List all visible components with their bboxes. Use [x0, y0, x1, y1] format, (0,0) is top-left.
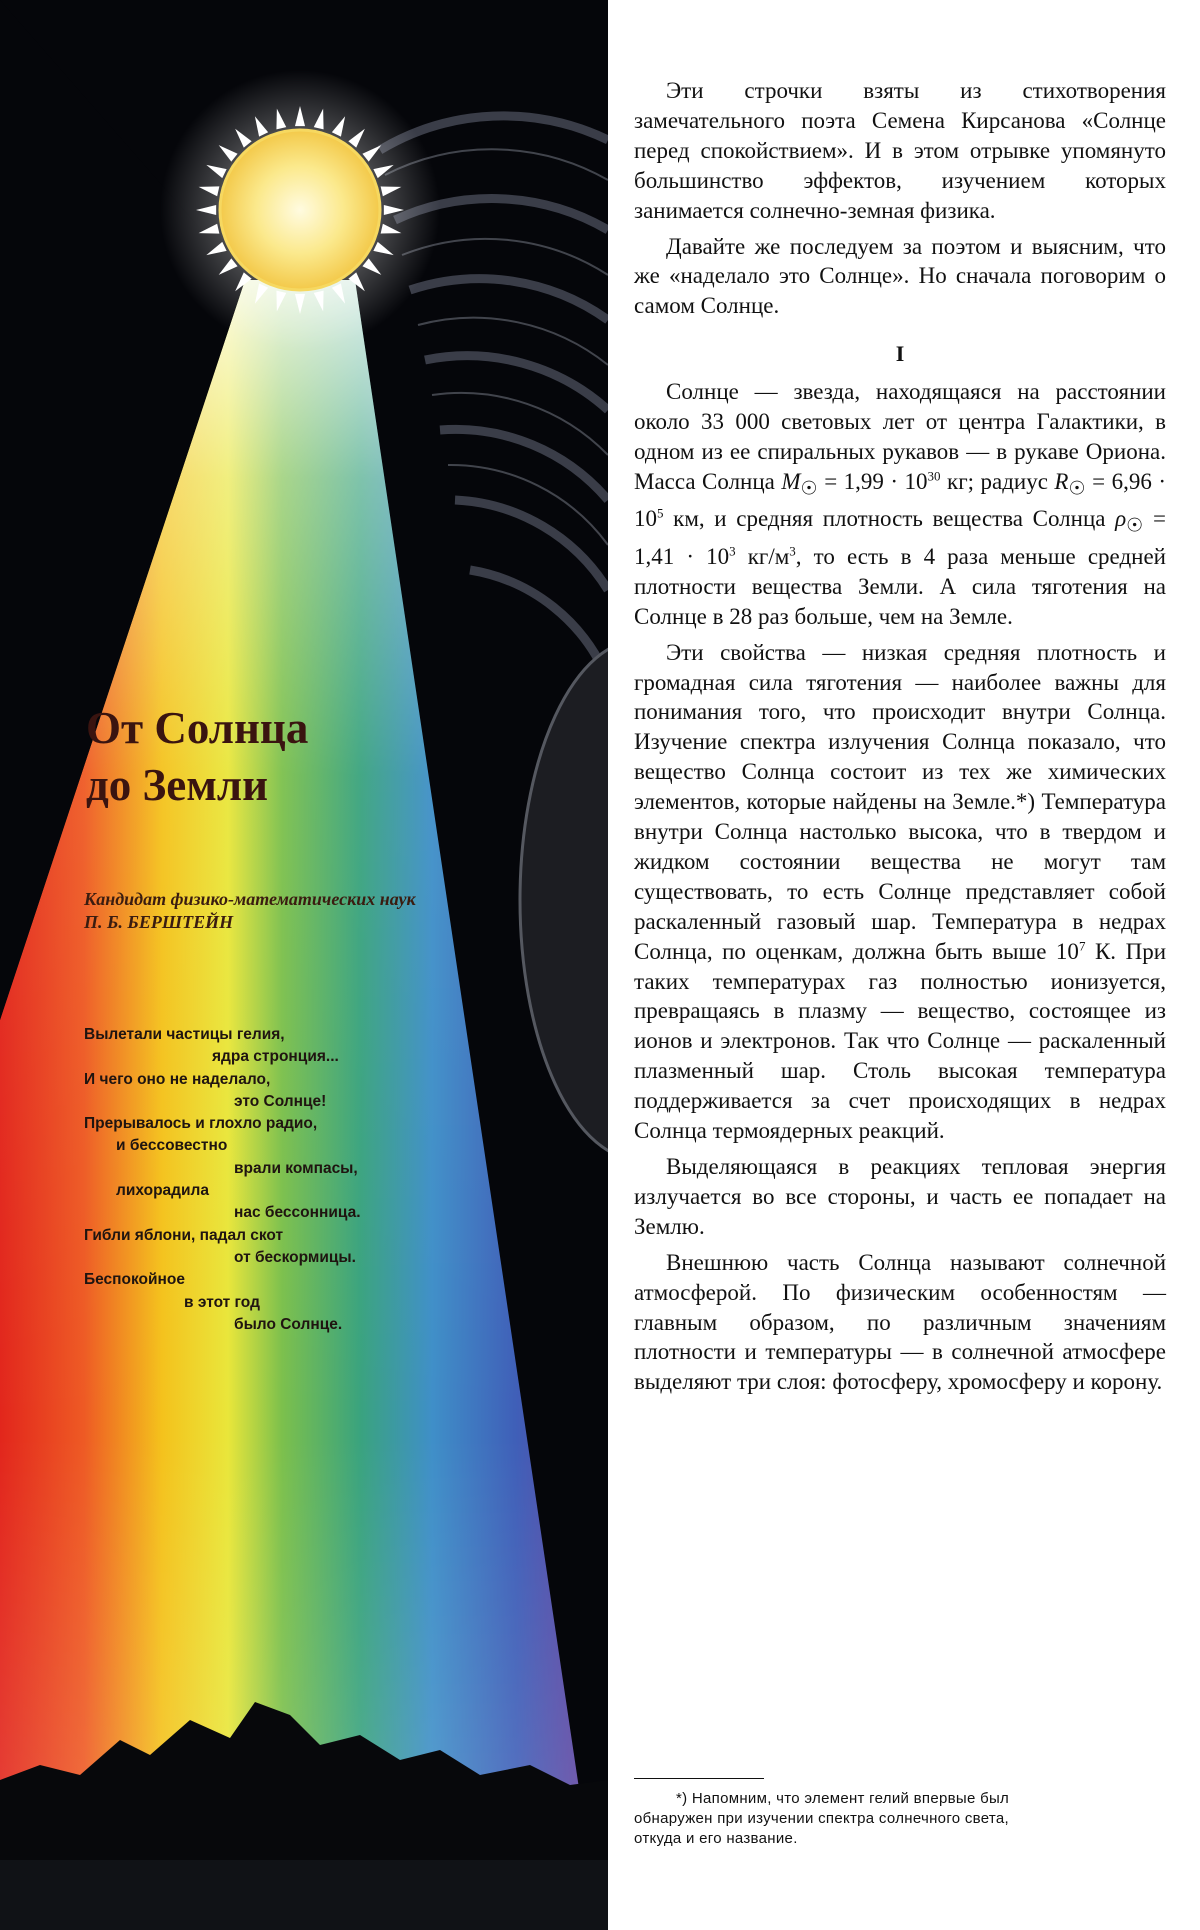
title-line: до Земли — [86, 760, 269, 810]
text-run: кг; радиус — [947, 468, 1048, 494]
author-degree: Кандидат физико-математических наук — [84, 889, 416, 909]
exponent: 3 — [789, 543, 796, 559]
article-title — [86, 700, 506, 814]
paragraph: Выделяющаяся в реакциях тепловая энергия излучается во все стороны, и часть ее попадает на Землю. — [634, 1154, 1166, 1239]
text-run: Солнце — звезда, находящаяся на расстоянии около 33 000 световых лет от центра Галактики, в одном из ее спиральных рукавов — в рукаве Ориона. Масса Солнца — [634, 379, 1166, 494]
text-run: Эти свойства — низкая средняя плотность и громадная сила тяготения — наиболее важны для понимания того, что происходит внутри Солнца. Изучение спектра излучения Солнца показало, что вещество Солнца состоит из тех же химических элементов, которые найдены на Земле.*) Температура внутри Солнца настолько высока, что в твердом и жидком состоянии вещества не могут там существовать, то есть Солнце представляет собой раскаленный газовый шар. Температура в недрах Солнца, по оценкам, должна быть выше 10 — [634, 639, 1166, 964]
density-symbol: ρ — [1115, 506, 1127, 532]
footnote-divider — [634, 1778, 764, 1779]
poem-line: Вылетали частицы гелия, — [84, 1026, 285, 1043]
exponent: 30 — [927, 468, 941, 484]
paragraph: Внешнюю часть Солнца называют солнечной атмосферой. По физическим особенностям — главным образом, по различным значениям плотности и температуры — в солнечной атмосфере выделяют три слоя: фотосферу, хромосферу и корону. — [634, 1249, 1166, 1395]
poem-line: от бескормицы. — [234, 1248, 356, 1266]
title-line: От Солнца — [86, 703, 309, 753]
radius-symbol: R — [1054, 468, 1069, 494]
poem-line: было Солнце. — [234, 1315, 343, 1333]
paragraph: Эти строчки взяты из стихотворения замечательного поэта Семена Кирсанова «Солнце перед спокойствием». И в этом отрывке упомянуто большинство эффектов, изучением которых занимается солнечно-земная физика. — [634, 78, 1166, 223]
sun-mark-icon: ☉ — [1068, 478, 1086, 500]
poem-line: в этот год — [184, 1293, 260, 1311]
exponent: 3 — [729, 543, 736, 559]
poem-line: Гибли яблони, падал скот — [84, 1226, 284, 1244]
footnote — [634, 1789, 1164, 1849]
section-numeral: I — [895, 341, 905, 367]
footnote-line: обнаружен при изучении спектра солнечного света, — [634, 1810, 1010, 1827]
poem-line: ядра стронция... — [212, 1048, 339, 1066]
sun-disk — [220, 130, 380, 290]
text-run: , то есть в 4 раза меньше средней плотности вещества Земли. А сила тяготения на Солнце в 28 раз больше, чем на Земле. — [634, 543, 1166, 629]
text-run: = 6,96 · 10 — [634, 468, 1166, 532]
poem-line: и бессовестно — [116, 1137, 228, 1155]
poem-line: Беспокойное — [84, 1271, 186, 1289]
poem-line: нас бессонница. — [234, 1204, 361, 1222]
mass-symbol: M — [781, 468, 801, 494]
sun-mark-icon: ☉ — [1126, 515, 1144, 537]
text-run: К. При таких температурах газ полностью ионизуется, превращаясь в плазму — вещество, состоящее из ионов и электронов. Так что Солнце — раскаленный плазменный шар. Столь высокая температура поддерживается за счет происходящих в недрах Солнца термоядерных реакций. — [634, 938, 1166, 1144]
epigraph-poem — [84, 1024, 404, 1336]
paragraph — [634, 377, 1166, 631]
paragraph: Давайте же последуем за поэтом и выясним, что же «наделало это Солнце». Но сначала поговорим о самом Солнце. — [634, 233, 1166, 319]
footnote-line: откуда и его название. — [634, 1830, 798, 1847]
author-name: П. Б. БЕРШТЕЙН — [84, 912, 234, 932]
text-run: = 1,99 · 10 — [824, 468, 928, 494]
text-run: кг/м — [747, 543, 790, 569]
poem-line: врали компасы, — [234, 1159, 358, 1177]
article-body — [634, 76, 1166, 1403]
exponent: 7 — [1078, 938, 1086, 953]
text-run: = 1,41 · 10 — [634, 506, 1166, 569]
author-block — [84, 888, 554, 934]
text-run: км, и средняя плотность вещества Солнца — [673, 506, 1106, 532]
poem-line: Прерывалось и глохло радио, — [84, 1115, 318, 1133]
sun-mark-icon: ☉ — [800, 478, 818, 500]
poem-line: И чего оно не наделало, — [84, 1070, 271, 1088]
exponent: 5 — [657, 505, 664, 521]
poem-line: лихорадила — [116, 1182, 209, 1200]
poem-line: это Солнце! — [234, 1092, 327, 1110]
footnote-line: *) Напомним, что элемент гелий впервые был — [676, 1790, 1010, 1807]
paragraph — [634, 638, 1166, 1146]
